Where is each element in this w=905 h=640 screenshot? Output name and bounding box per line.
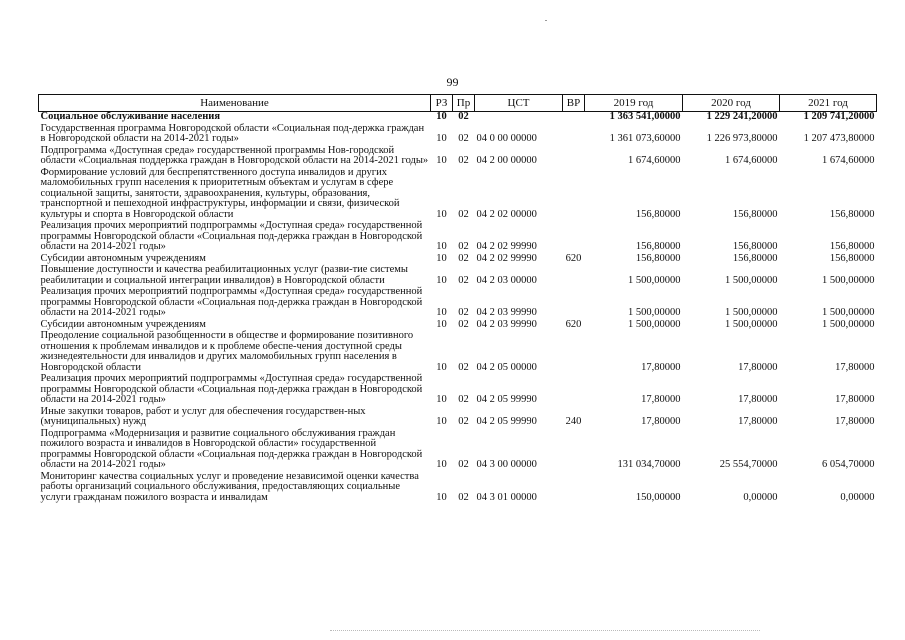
row-cst: 04 2 03 99990: [476, 318, 537, 330]
header-vr: ВР: [563, 95, 585, 112]
row-vr: [563, 221, 585, 254]
row-rz: 10: [436, 318, 447, 330]
row-cst: 04 2 05 00000: [476, 361, 537, 373]
row-cst: [475, 112, 563, 124]
row-rz: 10: [436, 111, 447, 122]
row-vr: [563, 112, 585, 124]
row-2020: 1 229 241,20000: [706, 111, 778, 122]
scan-artifact: [330, 630, 760, 633]
row-2019: 156,80000: [635, 241, 681, 252]
row-vr: [563, 472, 585, 505]
row-rz: 10: [436, 252, 447, 264]
row-cst: 04 2 02 99990: [476, 252, 537, 264]
table-row: [39, 331, 877, 374]
row-vr: [563, 265, 585, 287]
table-row: [39, 124, 877, 146]
row-name: Подпрограмма «Модернизация и развитие социального обслуживания граждан пожилого возраста и инвалидов в Новгородской области» государственной программы Новгородской области «Социальная под-держка граждан в Новгородской области на 2014-2021 годы»: [40, 427, 423, 470]
row-2019: 1 500,00000: [628, 274, 681, 286]
row-2021: 17,80000: [835, 361, 875, 373]
row-2021: 1 207 473,80000: [803, 133, 875, 144]
table-row: [39, 265, 877, 287]
header-pr: Пр: [453, 95, 475, 112]
row-2019: 1 361 073,60000: [609, 133, 681, 144]
row-vr: [563, 287, 585, 320]
row-2020: 17,80000: [738, 416, 778, 427]
row-2021: 1 674,60000: [822, 155, 875, 166]
budget-table: [38, 94, 877, 504]
row-2020: 17,80000: [738, 361, 778, 373]
table-row: [39, 407, 877, 429]
row-cst: 04 2 03 99990: [476, 307, 537, 318]
row-cst: 04 3 01 00000: [476, 491, 537, 503]
table-row: [39, 168, 877, 222]
row-rz: 10: [436, 361, 447, 373]
row-vr: 620: [565, 318, 582, 330]
row-name: Субсидии автономным учреждениям: [40, 318, 206, 330]
row-vr: 620: [565, 252, 582, 264]
row-2019: 1 500,00000: [628, 307, 681, 318]
row-2019: 17,80000: [641, 361, 681, 373]
row-2019: 17,80000: [641, 416, 681, 427]
row-pr: 02: [458, 459, 469, 470]
row-pr: 02: [458, 416, 469, 427]
page-number: 99: [446, 75, 459, 89]
row-name: Реализация прочих мероприятий подпрограммы «Доступная среда» государственной программы Новгородской области «Социальная под-держка граждан в Новгородской области на 2014-2021 годы»: [40, 220, 423, 252]
header-2019: 2019 год: [585, 95, 683, 112]
row-cst: 04 2 03 00000: [476, 274, 537, 286]
row-vr: [563, 374, 585, 407]
row-rz: 10: [436, 208, 447, 220]
row-2021: 0,00000: [840, 491, 875, 503]
row-name: Формирование условий для беспрепятственного доступа инвалидов и других маломобильных групп населения к приоритетным объектам и услугам в сфере социальной защиты, занятости, здравоохранения, культуры, образования, транспортной и пешеходной инфраструктуры, информации и связи, физической культуры и спорта в Новгородской области: [40, 166, 400, 220]
row-pr: 02: [458, 361, 469, 373]
row-pr: 02: [458, 394, 469, 405]
table-row: [39, 221, 877, 254]
row-name: Реализация прочих мероприятий подпрограммы «Доступная среда» государственной программы Новгородской области «Социальная под-держка граждан в Новгородской области на 2014-2021 годы»: [40, 373, 423, 405]
row-pr: 02: [458, 241, 469, 252]
row-2021: 1 500,00000: [822, 307, 875, 318]
row-pr: 02: [458, 133, 469, 144]
table-row: [39, 112, 877, 124]
row-name: Иные закупки товаров, работ и услуг для обеспечения государствен-ных (муниципальных) нужд: [40, 405, 366, 427]
row-pr: 02: [458, 155, 469, 166]
row-2019: 156,80000: [635, 208, 681, 220]
row-2020: 0,00000: [743, 491, 778, 503]
row-2020: 156,80000: [732, 241, 778, 252]
row-pr: 02: [458, 307, 469, 318]
row-name: Социальное обслуживание населения: [40, 111, 221, 122]
row-vr: [563, 124, 585, 146]
row-2021: 17,80000: [835, 394, 875, 405]
row-2021: 1 500,00000: [822, 274, 875, 286]
row-2019: 1 674,60000: [628, 155, 681, 166]
table-header-row: [39, 95, 877, 112]
row-rz: 10: [436, 274, 447, 286]
row-vr: [563, 331, 585, 374]
row-2019: 150,00000: [635, 491, 681, 503]
row-2020: 156,80000: [732, 208, 778, 220]
row-rz: 10: [436, 307, 447, 318]
row-rz: 10: [436, 491, 447, 503]
row-pr: 02: [458, 318, 469, 330]
row-vr: [563, 168, 585, 222]
row-2021: 156,80000: [829, 241, 875, 252]
header-2021: 2021 год: [780, 95, 877, 112]
row-name: Государственная программа Новгородской области «Социальная под-держка граждан в Новгородской области на 2014-2021 годы»: [40, 122, 425, 144]
row-name: Мониторинг качества социальных услуг и проведение независимой оценки качества работы организаций социального обслуживания, предоставляющих социальные услуги гражданам пожилого возраста и инвалидам: [40, 470, 419, 503]
header-cst: ЦСТ: [475, 95, 563, 112]
row-2019: 1 363 541,00000: [609, 111, 681, 122]
row-2021: 156,80000: [829, 208, 875, 220]
header-2020: 2020 год: [683, 95, 780, 112]
row-name: Преодоление социальной разобщенности в обществе и формирование позитивного отношения к проблемам инвалидов и к проблеме обеспе-чения доступной среды жизнедеятельности для инвалидов и других маломобильных групп населения в Новгородской области: [40, 330, 414, 373]
row-vr: [563, 429, 585, 472]
row-2020: 156,80000: [732, 252, 778, 264]
row-2021: 1 209 741,20000: [803, 111, 875, 122]
row-2019: 156,80000: [635, 252, 681, 264]
row-pr: 02: [458, 252, 469, 264]
row-rz: 10: [436, 394, 447, 405]
row-pr: 02: [458, 491, 469, 503]
row-2021: 6 054,70000: [822, 459, 875, 470]
scan-artifact: [545, 20, 547, 21]
row-cst: 04 3 00 00000: [476, 459, 537, 470]
row-2020: 1 500,00000: [725, 318, 778, 330]
row-rz: 10: [436, 416, 447, 427]
row-2019: 131 034,70000: [617, 459, 681, 470]
table-row: [39, 146, 877, 168]
row-2021: 156,80000: [829, 252, 875, 264]
row-name: Субсидии автономным учреждениям: [40, 252, 206, 264]
row-cst: 04 2 05 99990: [476, 416, 537, 427]
table-row: [39, 472, 877, 505]
row-2020: 17,80000: [738, 394, 778, 405]
table-row: [39, 429, 877, 472]
row-vr: [563, 146, 585, 168]
table-row: [39, 287, 877, 320]
row-cst: 04 2 00 00000: [476, 155, 537, 166]
row-pr: 02: [458, 274, 469, 286]
row-2021: 17,80000: [835, 416, 875, 427]
header-rz: РЗ: [431, 95, 453, 112]
row-vr: 240: [565, 416, 582, 427]
row-cst: 04 2 02 00000: [476, 208, 537, 220]
table-row: [39, 374, 877, 407]
row-2020: 1 226 973,80000: [706, 133, 778, 144]
row-cst: 04 0 00 00000: [476, 133, 537, 144]
row-rz: 10: [436, 241, 447, 252]
row-pr: 02: [458, 208, 469, 220]
row-2020: 25 554,70000: [719, 459, 778, 470]
header-name: Наименование: [39, 95, 431, 112]
row-2020: 1 500,00000: [725, 274, 778, 286]
row-name: Подпрограмма «Доступная среда» государственной программы Нов-городской области «Социальная поддержка граждан в Новгородской области на 2014-2021 годы»: [40, 144, 429, 166]
row-rz: 10: [436, 459, 447, 470]
row-2020: 1 674,60000: [725, 155, 778, 166]
row-2020: 1 500,00000: [725, 307, 778, 318]
row-2019: 1 500,00000: [628, 318, 681, 330]
row-cst: 04 2 02 99990: [476, 241, 537, 252]
row-name: Повышение доступности и качества реабилитационных услуг (разви-тие системы реабилитации и социальной интеграции инвалидов) в Новгородской области: [40, 264, 408, 286]
row-name: Реализация прочих мероприятий подпрограммы «Доступная среда» государственной программы Новгородской области «Социальная под-держка граждан в Новгородской области на 2014-2021 годы»: [40, 286, 423, 318]
row-2019: 17,80000: [641, 394, 681, 405]
row-cst: 04 2 05 99990: [476, 394, 537, 405]
row-rz: 10: [436, 155, 447, 166]
row-pr: 02: [458, 111, 469, 122]
row-rz: 10: [436, 133, 447, 144]
row-2021: 1 500,00000: [822, 318, 875, 330]
